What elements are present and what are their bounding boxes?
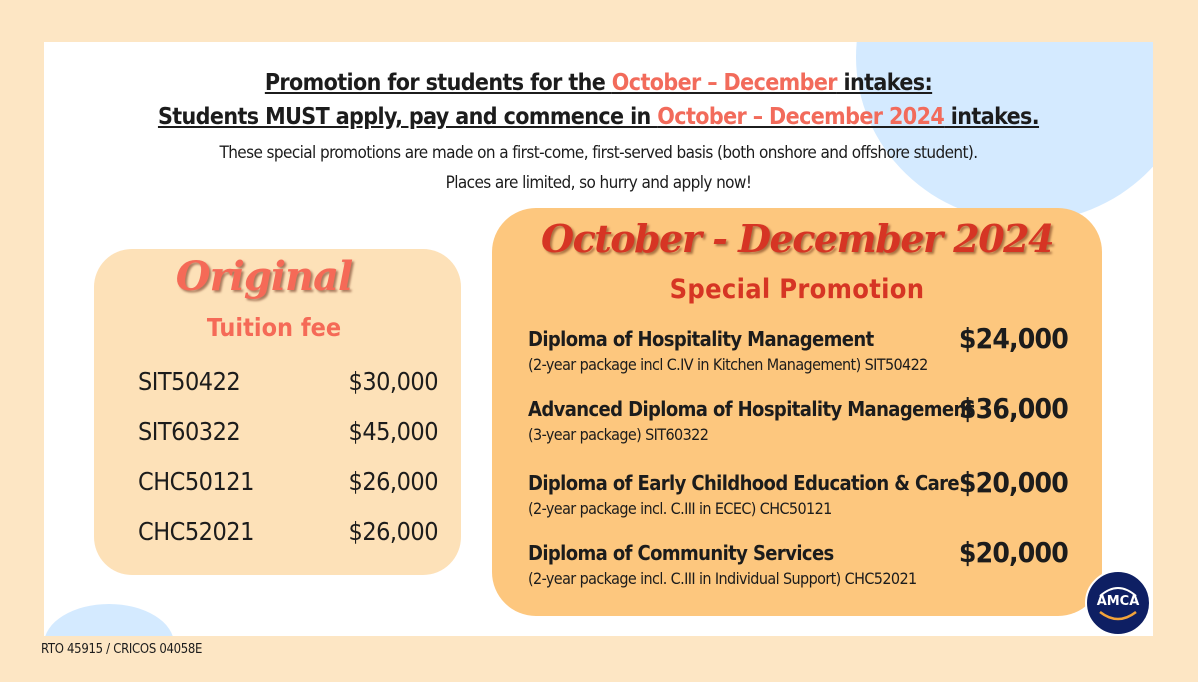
original-fee-table	[138, 367, 438, 567]
headline-1-prefix: Promotion for students for the	[264, 70, 612, 96]
subtitle-line-1: These special promotions are made on a first-come, first-served basis (both onshore and offshore student).	[219, 143, 978, 163]
headline-1-highlight: October – December	[611, 70, 837, 96]
decorative-blob-bottom-left	[44, 604, 174, 636]
headline-2-prefix: Students MUST apply, pay and commence in	[157, 104, 658, 130]
promo-price: $24,000	[958, 322, 1068, 355]
course-name: Advanced Diploma of Hospitality Management	[528, 397, 974, 421]
promo-card	[44, 42, 1153, 636]
headline-2-suffix: intakes.	[944, 104, 1040, 130]
subtitle-line-2: Places are limited, so hurry and apply now!	[445, 173, 752, 193]
amca-logo	[1085, 570, 1151, 636]
original-price: $26,000	[348, 467, 438, 496]
original-fee-panel	[94, 249, 461, 575]
headline-line-2	[44, 100, 1153, 134]
original-title: Original	[175, 253, 353, 300]
promo-course	[528, 466, 1068, 522]
promo-subtitle: Special Promotion	[669, 274, 925, 305]
course-name: Diploma of Hospitality Management	[528, 327, 874, 351]
original-subtitle: Tuition fee	[206, 313, 342, 342]
course-code: CHC50121	[138, 467, 254, 496]
fee-row	[138, 367, 438, 417]
course-detail: (2-year package incl C.IV in Kitchen Management) SIT50422	[528, 355, 928, 374]
promo-course	[528, 322, 1068, 378]
promo-course	[528, 536, 1068, 592]
logo-text: AMCA	[1096, 594, 1140, 609]
promo-price: $36,000	[958, 392, 1068, 425]
fee-row	[138, 467, 438, 517]
special-promotion-panel	[492, 208, 1102, 616]
course-code: SIT60322	[138, 417, 241, 446]
promo-price: $20,000	[958, 466, 1068, 499]
course-detail: (2-year package incl. C.III in Individual Support) CHC52021	[528, 569, 917, 588]
original-price: $45,000	[348, 417, 438, 446]
headline-line-1	[44, 66, 1153, 100]
footer-rto-cricos: RTO 45915 / CRICOS 04058E	[41, 642, 203, 657]
course-detail: (2-year package incl. C.III in ECEC) CHC50121	[528, 499, 832, 518]
promo-price: $20,000	[958, 536, 1068, 569]
course-code: SIT50422	[138, 367, 241, 396]
headline-2-highlight: October – December 2024	[657, 104, 945, 130]
headline-1-suffix: intakes:	[836, 70, 933, 96]
original-price: $26,000	[348, 517, 438, 546]
promo-course	[528, 392, 1068, 448]
course-name: Diploma of Community Services	[528, 541, 834, 565]
course-name: Diploma of Early Childhood Education & Care	[528, 471, 960, 495]
fee-row	[138, 417, 438, 467]
fee-row	[138, 517, 438, 567]
original-price: $30,000	[348, 367, 438, 396]
header	[44, 66, 1153, 198]
promo-title: October - December 2024	[540, 216, 1054, 261]
course-code: CHC52021	[138, 517, 254, 546]
course-detail: (3-year package) SIT60322	[528, 425, 709, 444]
